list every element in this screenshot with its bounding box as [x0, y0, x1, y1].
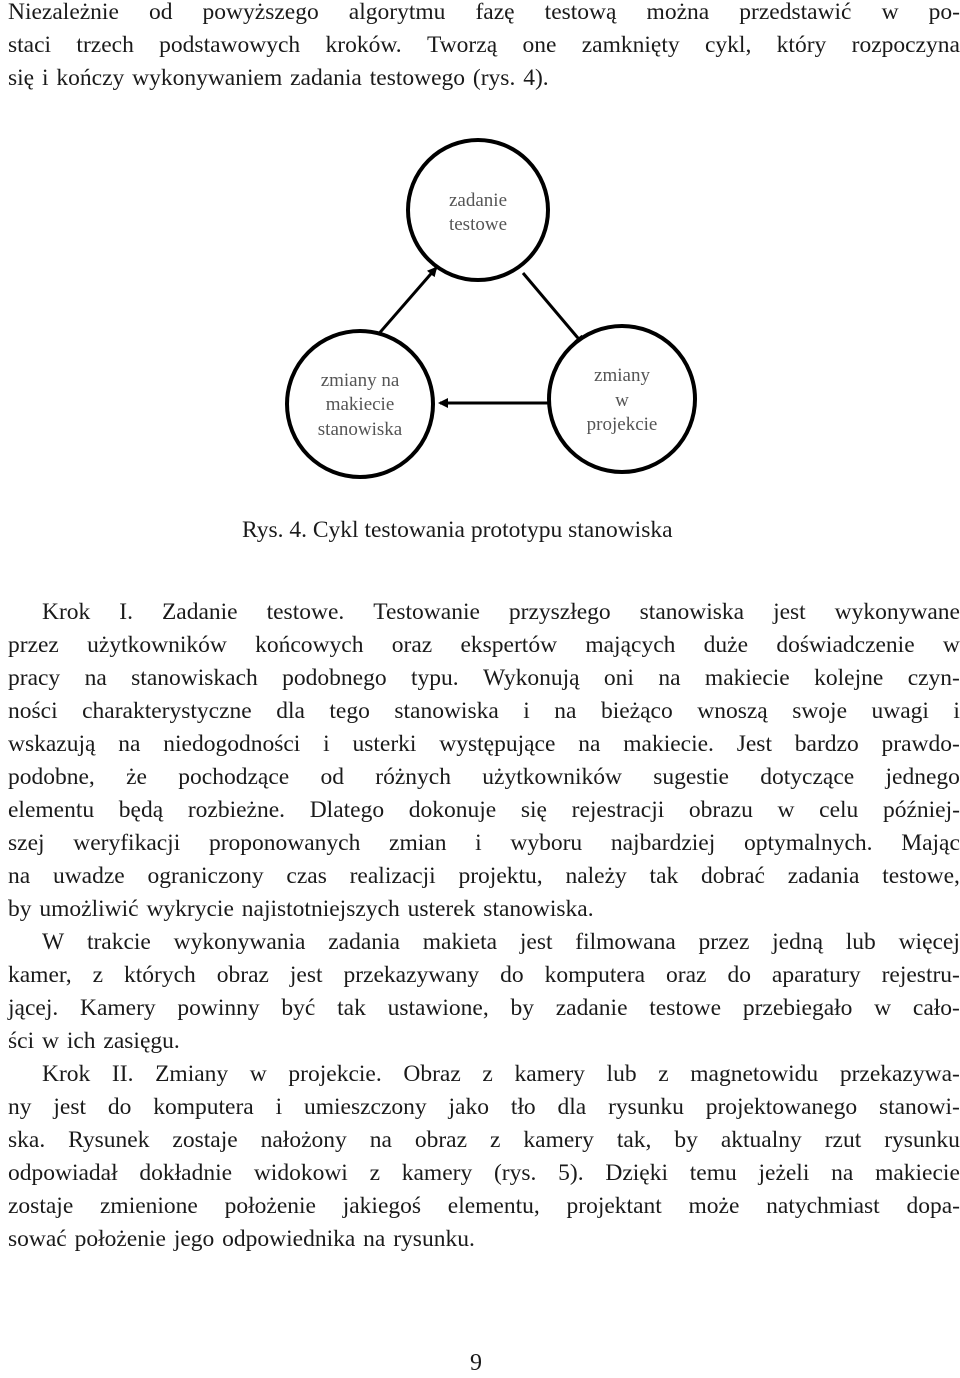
p3-line-1: Krok II. Zmiany w projekcie. Obraz z kamery lub z magnetowidu przekazywa- [42, 1061, 960, 1087]
node-model-changes-line-2: makiecie [325, 394, 395, 415]
p2-line-3: jącej. Kamery powinny być tak ustawione, by zadanie testowe przebiegało w cało- [8, 995, 960, 1021]
p1-line-5: wskazują na niedogodności i usterki występujące na makiecie. Jest bardzo prawdo- [8, 731, 960, 757]
p2-line-4: ści w ich zasięgu. [8, 1028, 180, 1054]
p2-line-2: kamer, z których obraz jest przekazywany do komputera oraz do aparatury rejestru- [8, 962, 960, 988]
intro-line-2: staci trzech podstawowych kroków. Tworzą one zamknięty cykl, który rozpoczyna [8, 32, 960, 58]
p1-line-1: Krok I. Zadanie testowe. Testowanie przyszłego stanowiska jest wykonywane [42, 599, 960, 625]
p1-line-9: na uwadze ograniczony czas realizacji projektu, należy tak dobrać zadania testowe, [8, 863, 960, 889]
p1-line-6: podobne, że pochodzące od różnych użytkowników sugestie dotyczące jednego [8, 764, 960, 790]
intro-line-1: Niezależnie od powyższego algorytmu fazę testową można przedstawić w po- [8, 0, 960, 25]
p3-line-2: ny jest do komputera i umieszczony jako tło dla rysunku projektowanego stanowi- [8, 1094, 960, 1120]
node-test-task-line-2: testowe [448, 214, 508, 235]
p1-line-3: pracy na stanowiskach podobnego typu. Wykonują oni na makiecie kolejne czyn- [8, 665, 960, 691]
p1-line-4: ności charakterystyczne dla tego stanowiska i na bieżąco wnoszą swoje uwagi i [8, 698, 960, 724]
node-test-task-line-1: zadanie [448, 190, 508, 211]
p1-line-8: szej weryfikacji proponowanych zmian i wyboru najbardziej optymalnych. Mając [8, 830, 960, 856]
p3-line-3: ska. Rysunek zostaje nałożony na obraz z kamery tak, by aktualny rzut rysunku [8, 1127, 960, 1153]
p3-line-6: sować położenie jego odpowiednika na rysunku. [8, 1226, 475, 1252]
node-model-changes-line-1: zmiany na [320, 370, 400, 391]
node-project-changes-line-1: zmiany [594, 365, 650, 386]
p3-line-5: zostaje zmienione położenie jakiegoś elementu, projektant może natychmiast dopa- [8, 1193, 960, 1219]
page-number: 9 [470, 1350, 482, 1376]
p3-line-4: odpowiadał dokładnie widokowi z kamery (rys. 5). Dzięki temu jeżeli na makiecie [8, 1160, 960, 1186]
figure-caption: Rys. 4. Cykl testowania prototypu stanowiska [242, 517, 673, 543]
node-project-changes-line-2: w [615, 390, 629, 411]
arrow-model-to-task [376, 268, 436, 337]
node-project-changes-line-3: projekcie [586, 414, 658, 435]
node-test-task [408, 140, 548, 280]
test-cycle-diagram [0, 0, 960, 520]
arrow-task-to-project [523, 273, 583, 344]
p2-line-1: W trakcie wykonywania zadania makieta jest filmowana przez jedną lub więcej [42, 929, 960, 955]
intro-line-3: się i kończy wykonywaniem zadania testowego (rys. 4). [8, 65, 549, 91]
p1-line-10: by umożliwić wykrycie najistotniejszych usterek stanowiska. [8, 896, 594, 922]
p1-line-2: przez użytkowników końcowych oraz ekspertów mających duże doświadczenie w [8, 632, 960, 658]
node-model-changes-line-3: stanowiska [317, 419, 403, 440]
node-model-changes [287, 331, 433, 477]
node-project-changes [549, 326, 695, 472]
p1-line-7: elementu będą rozbieżne. Dlatego dokonuje się rejestracji obrazu w celu później- [8, 797, 960, 823]
